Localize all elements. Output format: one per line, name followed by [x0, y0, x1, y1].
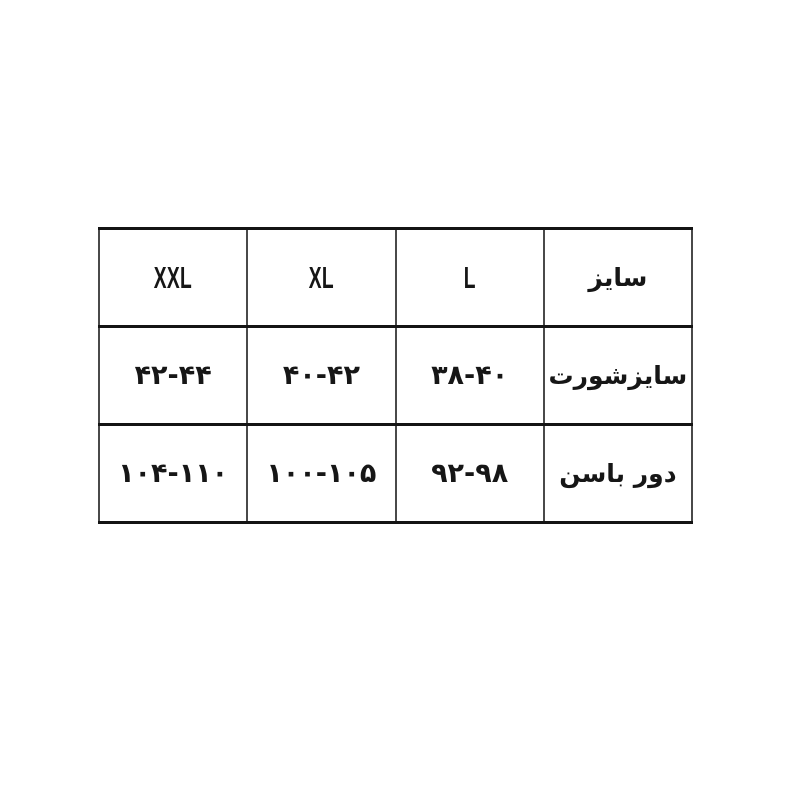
size-header-xl-label: XL — [308, 259, 334, 295]
shorts-size-xxl-cell — [99, 327, 247, 425]
size-header-xxl — [99, 229, 247, 327]
hip-row-label: دور باسن — [544, 425, 692, 523]
hip-l-value: ۹۲-۹۸ — [431, 458, 509, 489]
shorts-size-xl-value: ۴۰-۴۲ — [282, 360, 360, 391]
hip-xxl-value: ۱۰۴-۱۱۰ — [118, 458, 229, 489]
size-header-l — [396, 229, 544, 327]
size-header-xxl-label: XXL — [153, 259, 193, 295]
shorts-size-row-label: سایزشورت — [544, 327, 692, 425]
table-header-row — [99, 229, 692, 327]
shorts-size-l-value: ۳۸-۴۰ — [431, 360, 509, 391]
hip-xl-value: ۱۰۰-۱۰۵ — [266, 458, 377, 489]
size-chart-table — [98, 227, 693, 524]
shorts-size-xl-cell — [247, 327, 395, 425]
hip-l-cell — [396, 425, 544, 523]
size-header-l-label: L — [463, 259, 476, 295]
shorts-size-xxl-value: ۴۲-۴۴ — [134, 360, 212, 391]
table-row-hip-circumference — [99, 425, 692, 523]
table-row-shorts-size — [99, 327, 692, 425]
size-header-xl — [247, 229, 395, 327]
hip-xxl-cell — [99, 425, 247, 523]
hip-xl-cell — [247, 425, 395, 523]
size-column-header: سایز — [544, 229, 692, 327]
shorts-size-l-cell — [396, 327, 544, 425]
